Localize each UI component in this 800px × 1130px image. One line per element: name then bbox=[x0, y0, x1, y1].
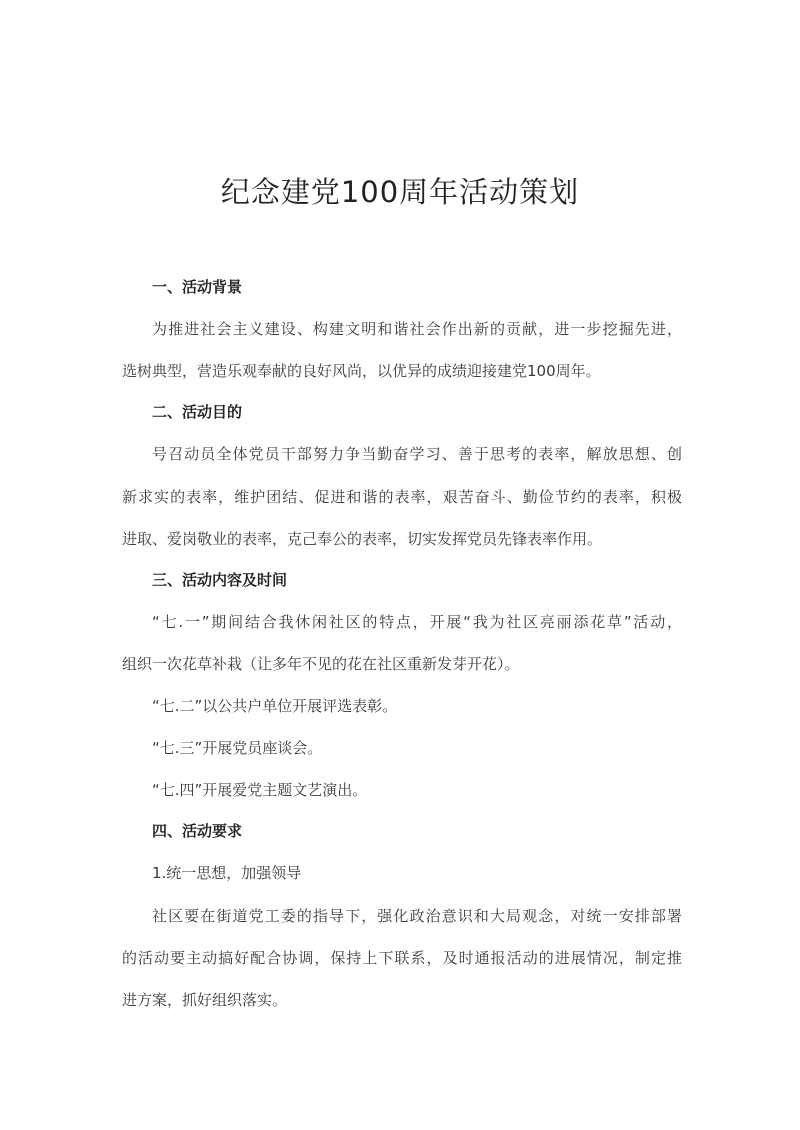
paragraph-line: 进取、爱岗敬业的表率，克己奉公的表率，切实发挥党员先锋表率作用。 bbox=[122, 530, 603, 548]
paragraph-line: 的活动要主动搞好配合协调，保持上下联系，及时通报活动的进展情况，制定推 bbox=[122, 949, 682, 967]
paragraph-line: 新求实的表率，维护团结、促进和谐的表率，艰苦奋斗、勤俭节约的表率，积极 bbox=[122, 488, 682, 506]
section-heading-purpose: 二、活动目的 bbox=[152, 403, 243, 421]
section-heading-content-and-time: 三、活动内容及时间 bbox=[152, 571, 288, 589]
paragraph-line: 组织一次花草补栽（让多年不见的花在社区重新发芽开花）。 bbox=[122, 655, 520, 673]
paragraph-line: 为推进社会主义建设、构建文明和谐社会作出新的贡献，进一步挖掘先进， bbox=[152, 320, 682, 338]
section-heading-background: 一、活动背景 bbox=[152, 278, 243, 296]
paragraph-line: “七.一”期间结合我休闲社区的特点，开展“我为社区亮丽添花草”活动， bbox=[152, 613, 682, 631]
paragraph-line: “七.四”开展爱党主题文艺演出。 bbox=[152, 781, 368, 799]
paragraph-line: 社区要在街道党工委的指导下，强化政治意识和大局观念，对统一安排部署 bbox=[152, 907, 682, 925]
paragraph-line: 1.统一思想，加强领导 bbox=[152, 864, 302, 882]
paragraph-line: 号召动员全体党员干部努力争当勤奋学习、善于思考的表率，解放思想、创 bbox=[152, 445, 682, 463]
paragraph-line: “七.三”开展党员座谈会。 bbox=[152, 739, 323, 757]
section-heading-requirements: 四、活动要求 bbox=[152, 822, 243, 840]
paragraph-line: 进方案，抓好组织落实。 bbox=[122, 991, 288, 1009]
paragraph-line: “七.二”以公共户单位开展评选表彰。 bbox=[152, 697, 398, 715]
paragraph-line: 选树典型，营造乐观奉献的良好风尚，以优异的成绩迎接建党100周年。 bbox=[122, 362, 601, 380]
document-title: 纪念建党100周年活动策划 bbox=[220, 175, 580, 209]
